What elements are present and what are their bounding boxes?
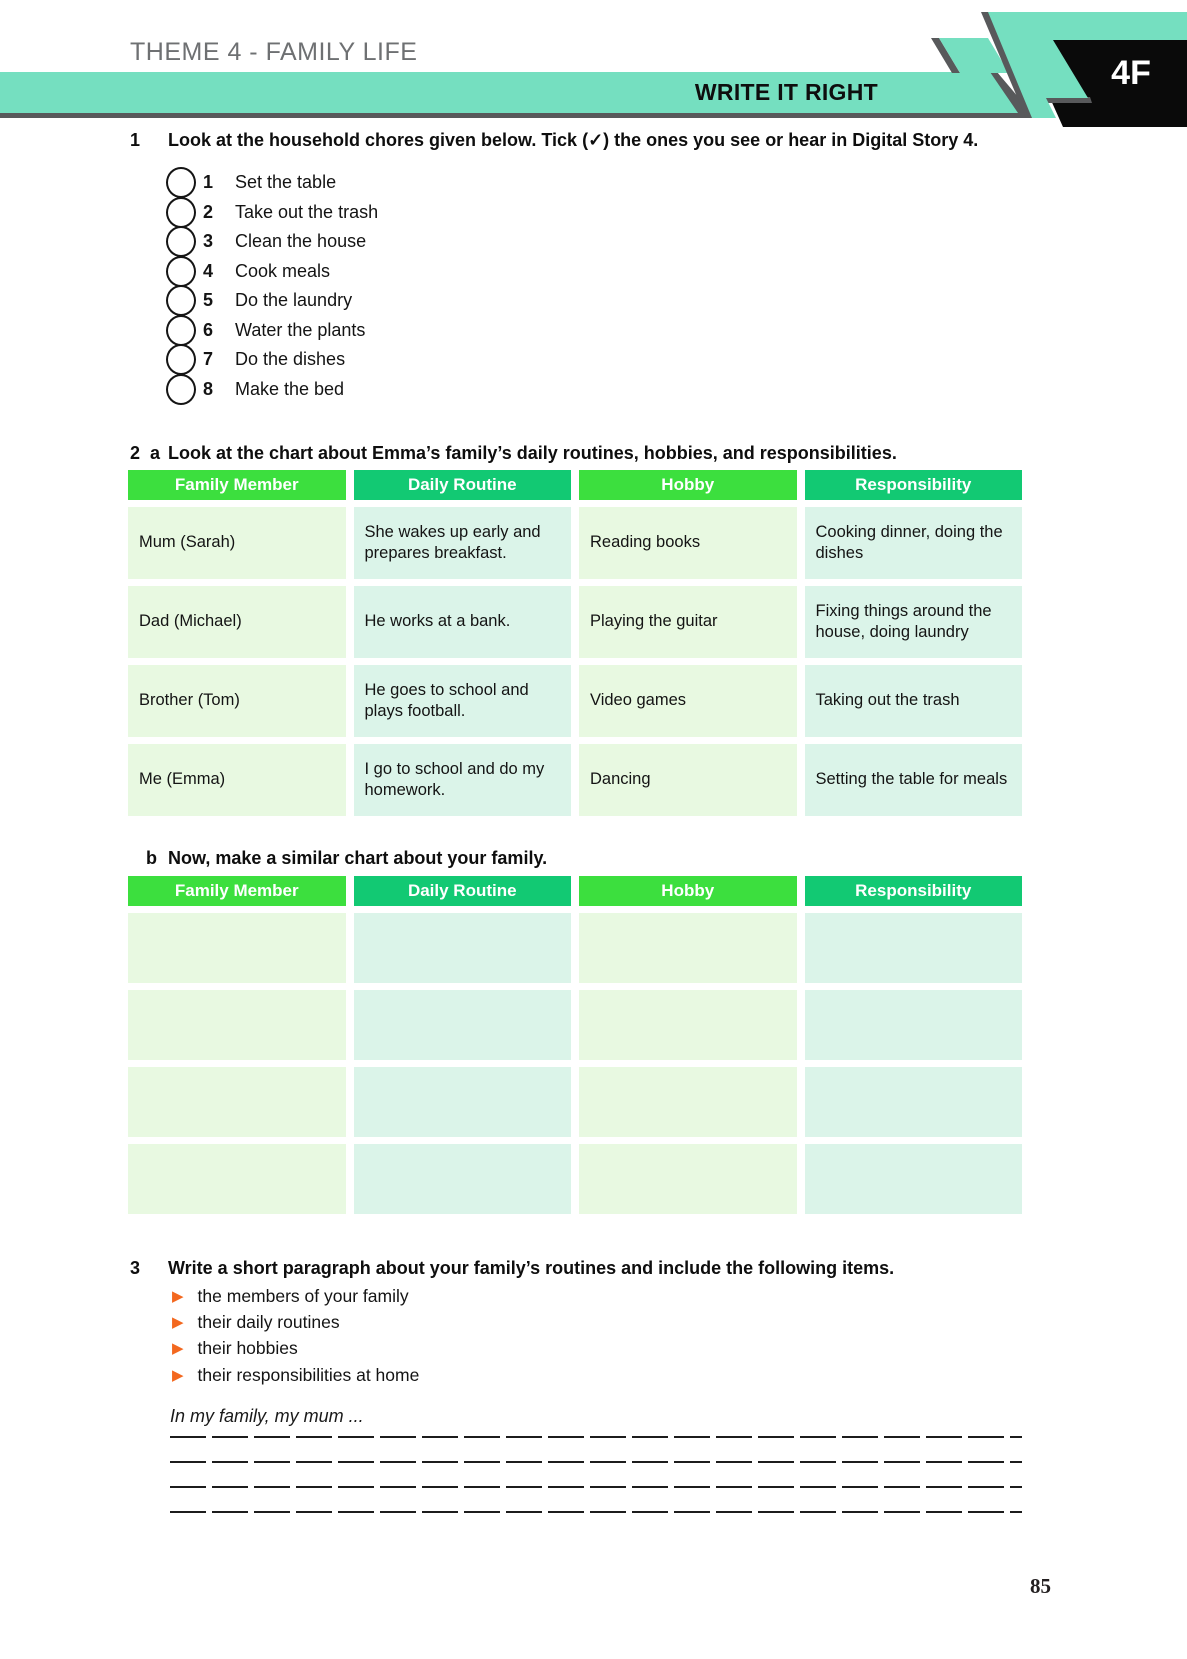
column-header: Family Member xyxy=(128,470,346,500)
triangle-bullet-icon: ▶ xyxy=(172,1314,184,1331)
writing-line[interactable] xyxy=(170,1461,1022,1463)
chore-item xyxy=(166,256,330,286)
exercise2b-heading xyxy=(146,848,547,869)
exercise-instruction: Now, make a similar chart about your family. xyxy=(168,848,548,868)
table-cell: I go to school and do my homework. xyxy=(354,744,572,816)
table-cell: He goes to school and plays football. xyxy=(354,665,572,737)
table-cell: Taking out the trash xyxy=(805,665,1023,737)
column-header: Responsibility xyxy=(805,470,1023,500)
exercise-instruction: Write a short paragraph about your family’s routines and include the following items. xyxy=(168,1258,895,1278)
theme-title: THEME 4 - FAMILY LIFE xyxy=(130,38,418,66)
empty-cell[interactable] xyxy=(805,1144,1023,1214)
chore-label: Make the bed xyxy=(235,378,345,399)
chore-number: 1 xyxy=(203,171,214,192)
exercise-instruction: Look at the chart about Emma’s family’s daily routines, hobbies, and responsibilities. xyxy=(168,443,897,463)
table-cell: Dad (Michael) xyxy=(128,586,346,658)
tick-circle[interactable] xyxy=(166,315,196,346)
chore-number: 8 xyxy=(203,378,214,399)
bullet-label: their hobbies xyxy=(197,1337,298,1358)
chore-number: 7 xyxy=(203,348,214,369)
tick-circle[interactable] xyxy=(166,256,196,287)
empty-cell[interactable] xyxy=(128,913,346,983)
writing-line[interactable] xyxy=(170,1486,1022,1488)
empty-cell[interactable] xyxy=(354,1067,572,1137)
empty-cell[interactable] xyxy=(354,990,572,1060)
chore-number: 4 xyxy=(203,260,214,281)
column-header: Daily Routine xyxy=(354,470,572,500)
chore-item xyxy=(166,197,378,227)
chore-label: Set the table xyxy=(235,171,337,192)
empty-cell[interactable] xyxy=(354,913,572,983)
writing-line[interactable] xyxy=(170,1511,1022,1513)
bullet-label: the members of your family xyxy=(197,1285,409,1306)
tick-circle[interactable] xyxy=(166,197,196,228)
exercise-instruction: Look at the household chores given below. Tick (✓) the ones you see or hear in Digital Story 4. xyxy=(168,130,979,150)
triangle-bullet-icon: ▶ xyxy=(172,1367,184,1384)
column-header: Family Member xyxy=(128,876,346,906)
table-cell: Brother (Tom) xyxy=(128,665,346,737)
chore-label: Take out the trash xyxy=(235,201,379,222)
table-cell: Playing the guitar xyxy=(579,586,797,658)
empty-cell[interactable] xyxy=(128,1144,346,1214)
chore-label: Clean the house xyxy=(235,230,367,251)
empty-cell[interactable] xyxy=(128,1067,346,1137)
exercise-letter: a xyxy=(150,443,161,463)
banner-title: WRITE IT RIGHT xyxy=(694,79,878,105)
empty-cell[interactable] xyxy=(805,913,1023,983)
bullet-item xyxy=(172,1363,419,1387)
exercise-number: 2 xyxy=(130,443,141,463)
column-header: Hobby xyxy=(579,876,797,906)
empty-cell[interactable] xyxy=(128,990,346,1060)
emma-family-chart xyxy=(128,470,1022,816)
triangle-bullet-icon: ▶ xyxy=(172,1340,184,1357)
empty-cell[interactable] xyxy=(579,1144,797,1214)
page-number: 85 xyxy=(1030,1574,1051,1598)
empty-cell[interactable] xyxy=(805,1067,1023,1137)
table-cell: Dancing xyxy=(579,744,797,816)
table-cell: Video games xyxy=(579,665,797,737)
unit-badge: 4F xyxy=(1111,53,1151,92)
chore-number: 3 xyxy=(203,230,214,251)
chore-number: 5 xyxy=(203,289,214,310)
bullet-item xyxy=(172,1310,340,1334)
tick-circle[interactable] xyxy=(166,226,196,257)
exercise-number: 3 xyxy=(130,1258,141,1278)
writing-prompt: In my family, my mum ... xyxy=(170,1406,364,1426)
empty-cell[interactable] xyxy=(354,1144,572,1214)
table-cell: She wakes up early and prepares breakfast. xyxy=(354,507,572,579)
empty-cell[interactable] xyxy=(579,1067,797,1137)
chore-number: 6 xyxy=(203,319,214,340)
column-header: Hobby xyxy=(579,470,797,500)
bullet-label: their responsibilities at home xyxy=(197,1364,420,1385)
tick-circle[interactable] xyxy=(166,344,196,375)
empty-cell[interactable] xyxy=(579,990,797,1060)
chore-item xyxy=(166,226,366,256)
bullet-item xyxy=(172,1284,409,1308)
chore-item xyxy=(166,344,345,374)
tick-circle[interactable] xyxy=(166,285,196,316)
chore-number: 2 xyxy=(203,201,214,222)
table-cell: Me (Emma) xyxy=(128,744,346,816)
triangle-bullet-icon: ▶ xyxy=(172,1288,184,1305)
your-family-chart xyxy=(128,876,1022,1214)
tick-circle[interactable] xyxy=(166,167,196,198)
chore-item xyxy=(166,374,344,404)
chore-item xyxy=(166,285,352,315)
chore-label: Water the plants xyxy=(235,319,366,340)
exercise-letter: b xyxy=(146,848,157,868)
exercise1-heading xyxy=(130,130,978,151)
column-header: Responsibility xyxy=(805,876,1023,906)
exercise-number: 1 xyxy=(130,130,141,150)
header-decoration xyxy=(0,0,1187,140)
table-cell: He works at a bank. xyxy=(354,586,572,658)
exercise3-heading xyxy=(130,1258,894,1279)
bullet-item xyxy=(172,1336,298,1360)
bullet-label: their daily routines xyxy=(197,1311,340,1332)
chore-item xyxy=(166,167,336,197)
chore-label: Do the dishes xyxy=(235,348,346,369)
chore-label: Do the laundry xyxy=(235,289,353,310)
chore-item xyxy=(166,315,365,345)
chore-label: Cook meals xyxy=(235,260,331,281)
exercise2a-heading xyxy=(130,443,897,464)
tick-circle[interactable] xyxy=(166,374,196,405)
empty-cell[interactable] xyxy=(805,990,1023,1060)
table-cell: Fixing things around the house, doing laundry xyxy=(805,586,1023,658)
empty-cell[interactable] xyxy=(579,913,797,983)
column-header: Daily Routine xyxy=(354,876,572,906)
writing-line[interactable] xyxy=(170,1436,1022,1438)
table-cell: Setting the table for meals xyxy=(805,744,1023,816)
table-cell: Mum (Sarah) xyxy=(128,507,346,579)
table-cell: Reading books xyxy=(579,507,797,579)
table-cell: Cooking dinner, doing the dishes xyxy=(805,507,1023,579)
